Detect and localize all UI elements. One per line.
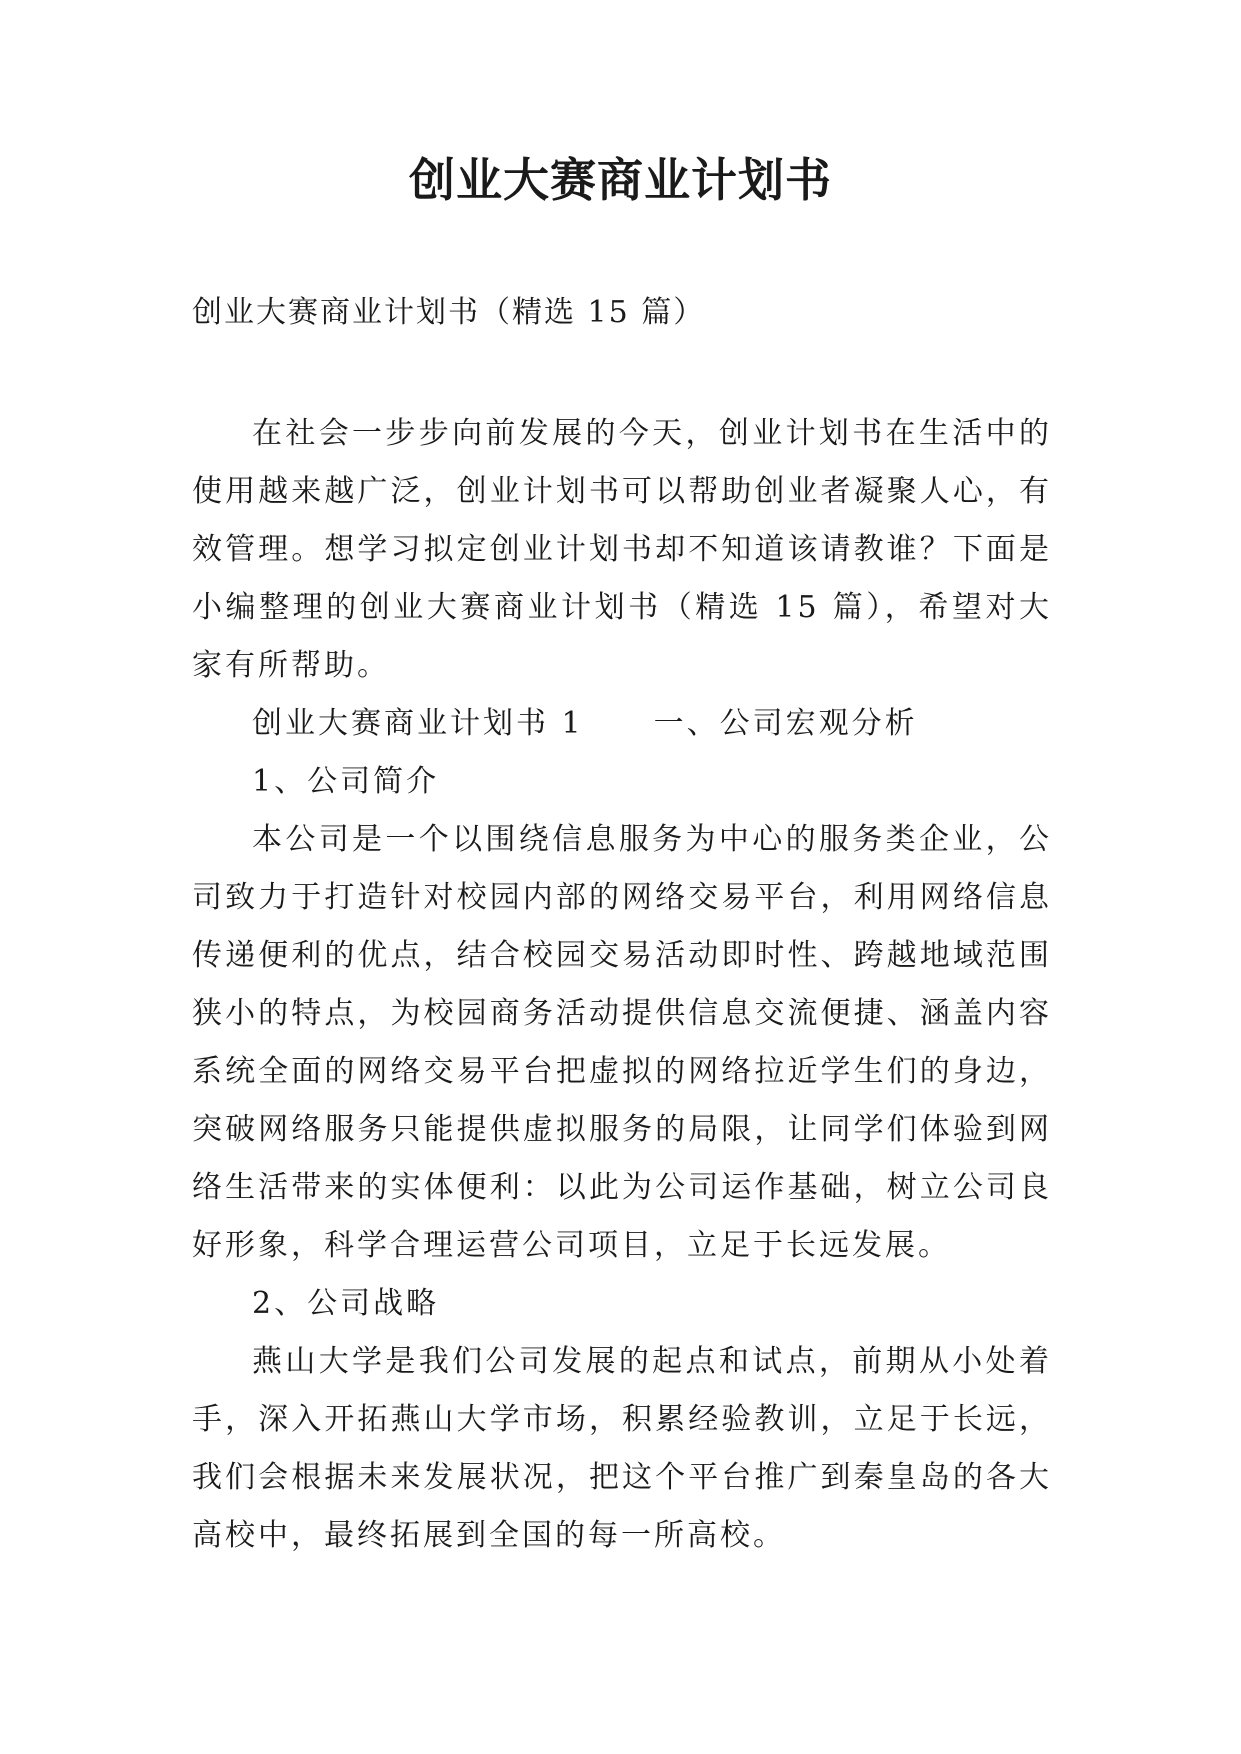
- subheading-company-intro: 1、公司简介: [252, 764, 440, 799]
- section-title: 创业大赛商业计划书 1: [252, 706, 584, 741]
- company-intro-paragraph: 本公司是一个以围绕信息服务为中心的服务类企业，公司致力于打造针对校园内部的网络交易平台，利用网络信息传递便利的优点，结合校园交易活动即时性、跨越地域范围狭小的特点，为校园商务活动提供信息交流便捷、涵盖内容系统全面的网络交易平台把虚拟的网络拉近学生们的身边，突破网络服务只能提供虚拟服务的局限，让同学们体验到网络生活带来的实体便利：以此为公司运作基础，树立公司良好形象，科学合理运营公司项目，立足于长远发展。: [192, 822, 1052, 1263]
- company-strategy-paragraph: 燕山大学是我们公司发展的起点和试点，前期从小处着手，深入开拓燕山大学市场，积累经验教训，立足于长远，我们会根据未来发展状况，把这个平台推广到秦皇岛的各大高校中，最终拓展到全国的每一所高校。: [192, 1344, 1052, 1553]
- subheading-company-strategy: 2、公司战略: [252, 1286, 440, 1321]
- section-heading-line: [192, 695, 1052, 753]
- document-body: [192, 405, 1052, 1565]
- document-title: 创业大赛商业计划书: [409, 153, 832, 207]
- section-heading: 一、公司宏观分析: [653, 706, 918, 741]
- document-subtitle: 创业大赛商业计划书（精选 15 篇）: [192, 295, 706, 330]
- intro-paragraph: 在社会一步步向前发展的今天，创业计划书在生活中的使用越来越广泛，创业计划书可以帮助创业者凝聚人心，有效管理。想学习拟定创业计划书却不知道该请教谁？下面是小编整理的创业大赛商业计划书（精选 15 篇），希望对大家有所帮助。: [192, 416, 1052, 683]
